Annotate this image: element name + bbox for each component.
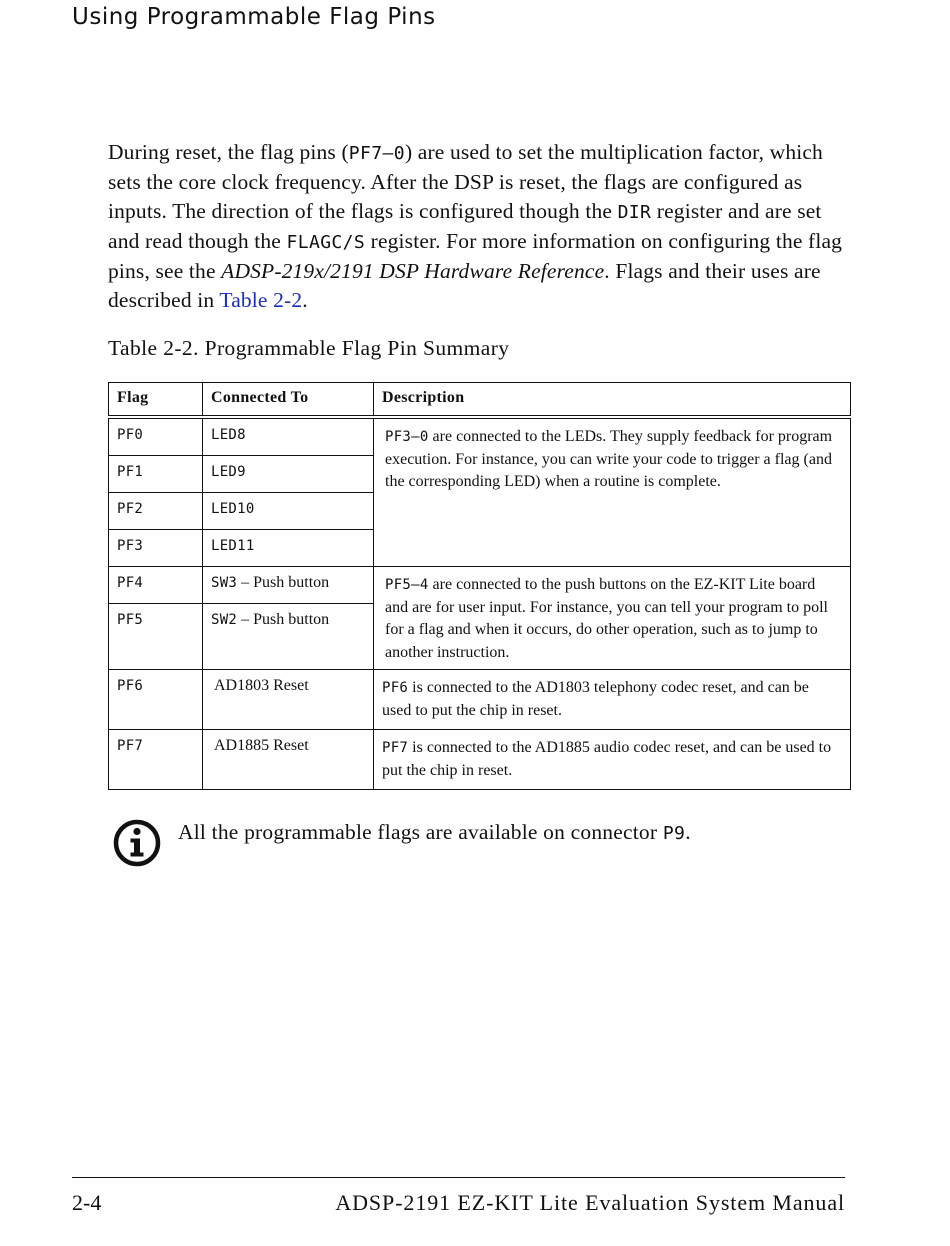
description-cell — [374, 567, 851, 670]
connected-cell — [203, 730, 374, 790]
note-end: . — [685, 820, 691, 844]
description-text: is connected to the AD1803 telephony codec reset, and can be used to put the chip in reset. — [382, 679, 809, 719]
flag-cell — [109, 456, 203, 493]
connected-cell — [203, 493, 374, 530]
description-code: PF7 — [382, 740, 409, 756]
header-flag: Flag — [109, 383, 203, 418]
header-description: Description — [374, 383, 851, 418]
flag-cell — [109, 530, 203, 567]
description-code: PF6 — [382, 680, 409, 696]
footer-rule — [72, 1177, 845, 1178]
connected-code: LED10 — [211, 501, 255, 517]
flag-code: PF2 — [117, 501, 144, 517]
body-text: ) are used to set the multiplication factor, which sets the core clock frequency. After the DSP is reset, the flags are configured as inputs. The direction of the flags is configured though the — [108, 140, 823, 223]
table-header-row — [109, 383, 851, 418]
info-icon — [112, 818, 162, 868]
code-pf7-0: PF7–0 — [348, 143, 405, 164]
flag-cell — [109, 493, 203, 530]
description-code: PF5–4 — [385, 577, 429, 593]
connected-cell — [203, 456, 374, 493]
page-number: 2-4 — [72, 1190, 102, 1215]
hardware-reference-title: ADSP-219x/2191 DSP Hardware Reference — [221, 259, 605, 283]
connected-cell — [203, 417, 374, 456]
connected-text: – Push button — [237, 574, 330, 591]
connected-cell — [203, 530, 374, 567]
connected-code: LED9 — [211, 464, 246, 480]
running-header-title: Using Programmable Flag Pins — [72, 4, 436, 30]
table-caption: Table 2-2. Programmable Flag Pin Summary — [108, 336, 510, 360]
note-text — [178, 820, 691, 845]
code-p9: P9 — [662, 823, 686, 844]
flag-cell — [109, 730, 203, 790]
connected-code: SW2 — [211, 612, 238, 628]
connected-code: LED8 — [211, 427, 246, 443]
connected-text: AD1803 Reset — [214, 677, 309, 694]
manual-title: ADSP-2191 EZ-KIT Lite Evaluation System Manual — [335, 1190, 845, 1215]
table-row — [109, 670, 851, 730]
connected-cell — [203, 567, 374, 604]
note-body: All the programmable flags are available on connector — [178, 820, 663, 844]
body-text: register. For more information on configuring the flag pins, see the — [108, 229, 843, 283]
table-row — [109, 567, 851, 604]
description-text: are connected to the push buttons on the EZ-KIT Lite board and are for user input. For instance, you can tell your program to poll for a flag and when it occurs, do other operation, such as to jump to another instruction. — [385, 576, 828, 661]
flag-code: PF7 — [117, 738, 144, 754]
table-row — [109, 730, 851, 790]
flag-pin-table — [108, 382, 851, 790]
connected-cell — [203, 670, 374, 730]
code-dir: DIR — [617, 202, 652, 223]
body-text: During reset, the flag pins ( — [108, 140, 349, 164]
body-text: register and are set and read though the — [108, 199, 822, 253]
description-cell — [374, 670, 851, 730]
connected-code: LED11 — [211, 538, 255, 554]
flag-cell — [109, 670, 203, 730]
body-paragraph — [108, 138, 853, 315]
flag-cell — [109, 417, 203, 456]
flag-code: PF4 — [117, 575, 144, 591]
description-code: PF3–0 — [385, 429, 429, 445]
flag-cell — [109, 567, 203, 604]
connected-code: SW3 — [211, 575, 238, 591]
connected-cell — [203, 604, 374, 670]
body-text: . — [302, 288, 308, 312]
code-flagcs: FLAGC/S — [286, 232, 366, 253]
flag-cell — [109, 604, 203, 670]
description-cell — [374, 730, 851, 790]
table-2-2-link[interactable]: Table 2-2 — [219, 288, 303, 312]
connected-text: – Push button — [237, 611, 330, 628]
table-row — [109, 417, 851, 456]
body-text: . Flags and their uses are described in — [108, 259, 821, 312]
flag-code: PF0 — [117, 427, 144, 443]
description-cell — [374, 417, 851, 567]
connected-text: AD1885 Reset — [214, 737, 309, 754]
flag-code: PF1 — [117, 464, 144, 480]
flag-code: PF5 — [117, 612, 144, 628]
flag-code: PF6 — [117, 678, 144, 694]
flag-code: PF3 — [117, 538, 144, 554]
header-connected-to: Connected To — [203, 383, 374, 418]
description-text: are connected to the LEDs. They supply feedback for program execution. For instance, you can write your code to trigger a flag (and the corresponding LED) when a routine is complete. — [385, 428, 833, 490]
description-text: is connected to the AD1885 audio codec reset, and can be used to put the chip in reset. — [382, 739, 832, 779]
info-note — [112, 818, 872, 866]
